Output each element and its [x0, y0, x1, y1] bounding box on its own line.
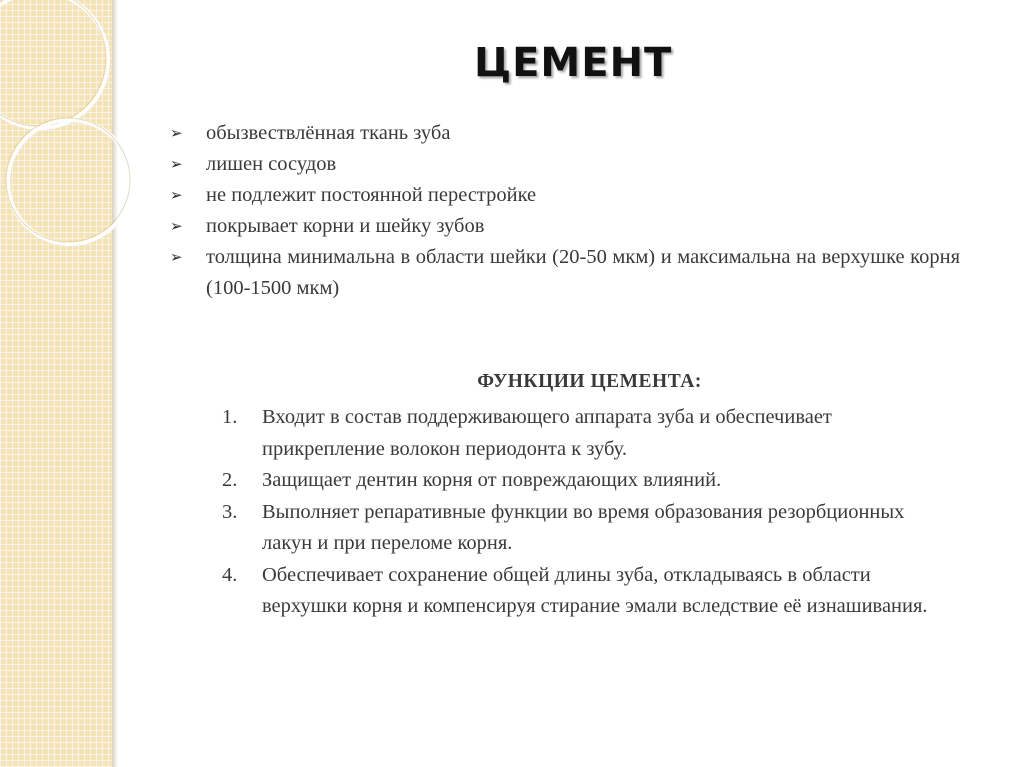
list-item-number: 4.: [222, 563, 238, 586]
list-item: [222, 402, 942, 465]
list-item: [170, 242, 960, 304]
right-arrowhead-icon: ➢: [170, 217, 183, 235]
decorative-rings-icon: [0, 0, 160, 320]
slide-title: ЦЕМЕНТ: [474, 40, 673, 86]
list-item: [222, 465, 942, 497]
list-item-text: лишен сосудов: [206, 153, 337, 175]
list-item: [170, 211, 960, 242]
property-list: [170, 118, 960, 304]
list-item-text: покрывает корни и шейку зубов: [206, 215, 485, 237]
list-item-number: 1.: [222, 406, 238, 428]
right-arrowhead-icon: ➢: [170, 186, 183, 204]
list-item: [170, 180, 960, 211]
list-item-text: Защищает дентин корня от повреждающих влияний.: [262, 469, 722, 491]
list-item: [170, 118, 960, 149]
list-item-text: Обеспечивает сохранение общей длины зуба, откладываясь в области верхушки корня и компенсируя стирание эмали вследствие её изнашивания.: [262, 563, 928, 617]
list-item: [222, 560, 942, 623]
list-item-text: Выполняет репаративные функции во время образования резорбционных лакун и при переломе корня.: [262, 500, 905, 554]
list-item-number: 2.: [222, 469, 238, 491]
list-item-number: 3.: [222, 500, 238, 523]
functions-heading: ФУНКЦИИ ЦЕМЕНТА:: [477, 371, 702, 392]
list-item: [222, 497, 942, 560]
list-item: [170, 149, 960, 180]
functions-list: [222, 402, 942, 623]
right-arrowhead-icon: ➢: [170, 155, 183, 173]
list-item-text: обызвествлённая ткань зуба: [206, 122, 451, 144]
list-item-text: Входит в состав поддерживающего аппарата зуба и обеспечивает прикрепление волокон периодонта к зубу.: [262, 406, 832, 460]
right-arrowhead-icon: ➢: [170, 124, 183, 142]
right-arrowhead-icon: ➢: [170, 248, 183, 266]
list-item-text: не подлежит постоянной перестройке: [206, 184, 537, 206]
list-item-text: толщина минимальна в области шейки (20-50 мкм) и максимальна на верхушке корня (100-1500 мкм): [206, 246, 960, 299]
